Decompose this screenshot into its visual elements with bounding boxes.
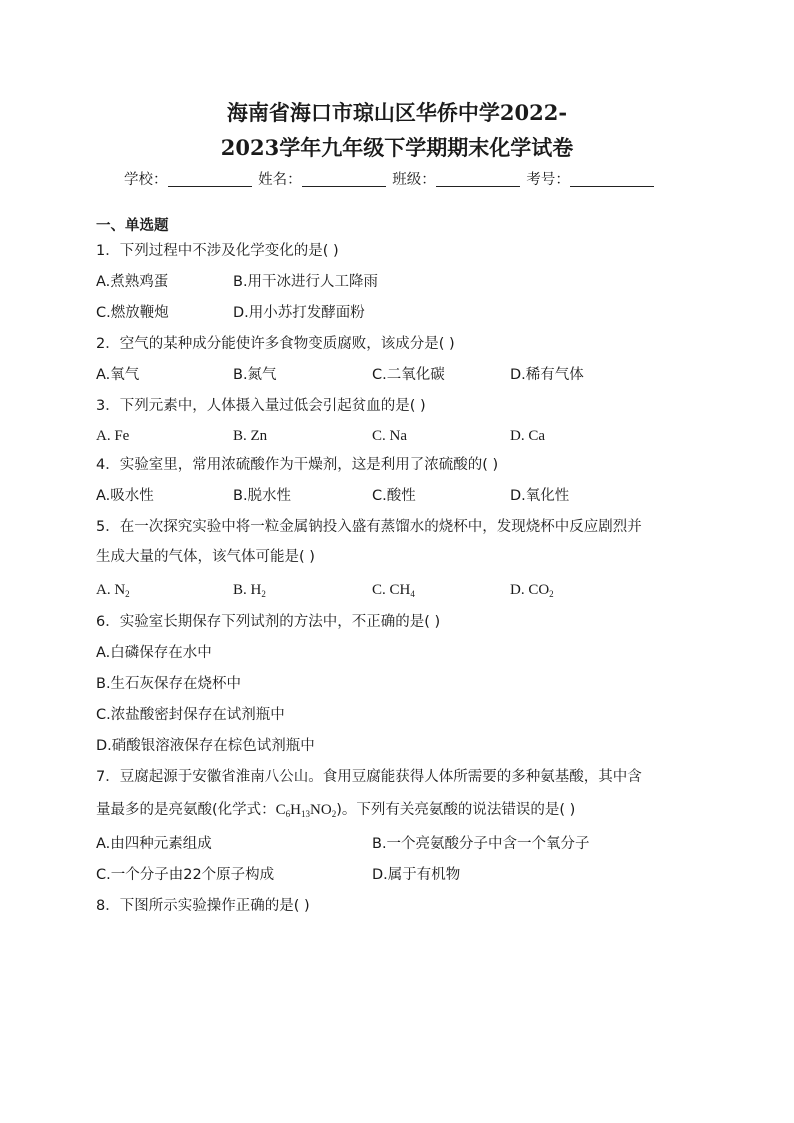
question-7-option-d: D.属于有机物	[372, 867, 461, 883]
question-1-option-d: D.用小苏打发酵面粉	[233, 305, 365, 321]
question-4-option-d: D.氧化性	[510, 488, 570, 504]
question-3-option-b: B. Zn	[233, 428, 268, 444]
question-5-option-b: B. $H_2$	[233, 582, 266, 599]
question-5-option-d: D. $CO_2$	[510, 582, 554, 599]
question-5-option-a: A. $N_2$	[96, 582, 130, 599]
exam-title-line2: 2023学年九年级下学期期末化学试卷	[220, 135, 574, 160]
question-4-stem: 4．实验室里，常用浓硫酸作为干燥剂，这是利用了浓硫酸的( )	[96, 457, 499, 473]
question-3-stem: 3．下列元素中，人体摄入量过低会引起贫血的是( )	[96, 398, 426, 414]
question-5-stem-line1: 5．在一次探究实验中将一粒金属钠投入盛有蒸馏水的烧杯中，发现烧杯中反应剧烈并	[96, 519, 642, 535]
question-4-option-b: B.脱水性	[233, 488, 292, 504]
question-7-option-a: A.由四种元素组成	[96, 836, 212, 852]
question-7-option-b: B.一个亮氨酸分子中含一个氧分子	[372, 836, 590, 852]
question-3-option-a: A. Fe	[96, 428, 130, 444]
school-blank	[168, 170, 252, 187]
school-label: 学校：	[124, 172, 168, 188]
question-1-stem: 1．下列过程中不涉及化学变化的是( )	[96, 243, 339, 259]
question-4-option-c: C.酸性	[372, 488, 416, 504]
section-heading: 一、单选题	[96, 218, 169, 234]
question-2-option-d: D.稀有气体	[510, 367, 584, 383]
question-6-option-a: A.白磷保存在水中	[96, 645, 212, 661]
question-4-option-a: A.吸水性	[96, 488, 154, 504]
name-blank	[302, 170, 386, 187]
question-2-option-b: B.氮气	[233, 367, 277, 383]
question-6-option-d: D.硝酸银溶液保存在棕色试剂瓶中	[96, 738, 315, 754]
question-1-option-c: C.燃放鞭炮	[96, 305, 169, 321]
number-blank	[570, 170, 654, 187]
question-6-stem: 6．实验室长期保存下列试剂的方法中，不正确的是( )	[96, 614, 441, 630]
question-8-stem: 8．下图所示实验操作正确的是( )	[96, 898, 310, 914]
question-6-option-c: C.浓盐酸密封保存在试剂瓶中	[96, 707, 285, 723]
question-7-option-c: C.一个分子由22个原子构成	[96, 867, 275, 883]
question-1-option-a: A.煮熟鸡蛋	[96, 274, 169, 290]
question-2-option-c: C.二氧化碳	[372, 367, 445, 383]
class-label: 班级：	[392, 172, 436, 188]
number-label: 考号：	[526, 172, 570, 188]
question-7-stem-line1: 7．豆腐起源于安徽省淮南八公山。食用豆腐能获得人体所需要的多种氨基酸，其中含	[96, 769, 642, 785]
name-label: 姓名：	[258, 172, 302, 188]
question-5-option-c: C. $CH_4$	[372, 582, 415, 599]
exam-title-line1: 海南省海口市琼山区华侨中学2022-	[226, 100, 568, 125]
student-info-row	[124, 170, 656, 190]
question-2-stem: 2．空气的某种成分能使许多食物变质腐败，该成分是( )	[96, 336, 455, 352]
question-7-stem-line2: 量最多的是亮氨酸(化学式：$C_6H_{13}NO_2$)。下列有关亮氨酸的说法错误的是( )	[96, 802, 576, 819]
question-3-option-c: C. Na	[372, 428, 407, 444]
class-blank	[436, 170, 520, 187]
leucine-formula: $C_6H_{13}NO_2$	[275, 802, 337, 819]
question-5-stem-line2: 生成大量的气体，该气体可能是( )	[96, 549, 315, 565]
question-1-option-b: B.用干冰进行人工降雨	[233, 274, 379, 290]
question-2-option-a: A.氧气	[96, 367, 140, 383]
question-3-option-d: D. Ca	[510, 428, 545, 444]
question-6-option-b: B.生石灰保存在烧杯中	[96, 676, 242, 692]
